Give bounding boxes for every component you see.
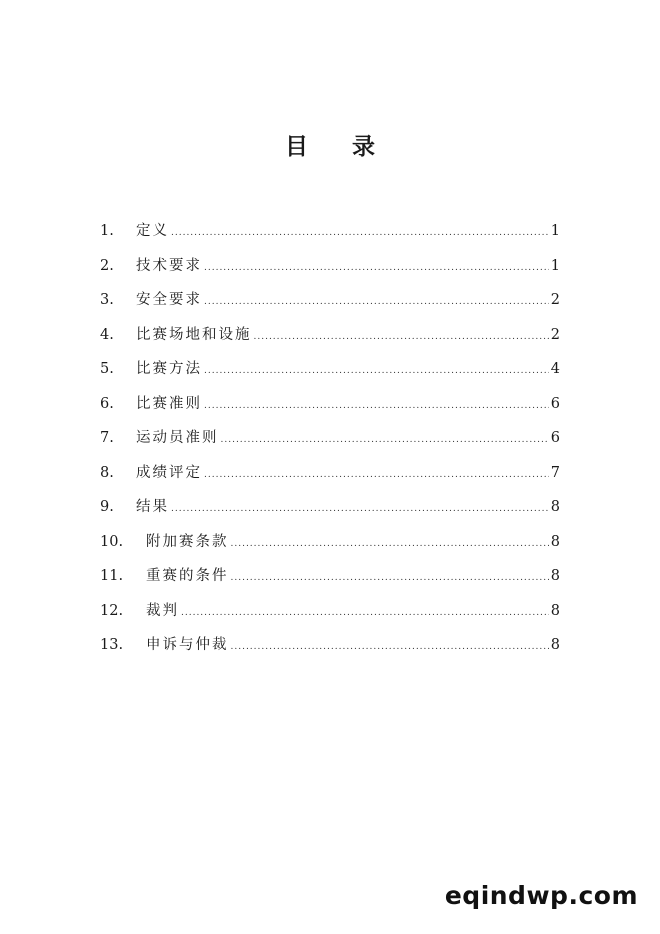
toc-entry-number: 9. — [100, 499, 114, 515]
toc-entry-label: 比赛方法 — [136, 361, 202, 377]
toc-entry-page: 4 — [550, 361, 560, 377]
toc-entry-number: 5. — [100, 361, 114, 377]
toc-entry[interactable] — [100, 283, 560, 318]
toc-entry-number: 3. — [100, 292, 114, 308]
toc-leader-dots — [204, 354, 549, 389]
toc-entry-page: 8 — [550, 637, 560, 653]
toc-entry[interactable] — [100, 594, 560, 629]
toc-leader-dots — [204, 389, 549, 424]
toc-entry-label: 比赛场地和设施 — [136, 326, 252, 343]
toc-entry[interactable] — [100, 525, 560, 560]
toc-entry[interactable] — [100, 490, 560, 525]
toc-leader-dots — [231, 630, 549, 665]
toc-entry[interactable] — [100, 249, 560, 284]
table-of-contents — [100, 214, 560, 663]
toc-entry-page: 8 — [550, 533, 560, 550]
toc-leader-dots — [204, 251, 549, 286]
toc-leader-dots — [204, 285, 549, 320]
toc-entry-label: 重赛的条件 — [146, 568, 229, 584]
toc-entry[interactable] — [100, 387, 560, 422]
toc-entry-number: 7. — [100, 430, 114, 446]
toc-entry-label: 安全要求 — [136, 292, 202, 308]
toc-entry-label: 结果 — [136, 499, 169, 515]
toc-entry-page: 1 — [550, 257, 560, 274]
toc-entry-page: 8 — [550, 568, 560, 584]
toc-entry-page: 2 — [550, 292, 560, 308]
toc-entry-page: 2 — [550, 326, 560, 343]
toc-leader-dots — [171, 492, 549, 527]
toc-entry-label: 技术要求 — [136, 257, 202, 274]
toc-leader-dots — [221, 423, 549, 458]
toc-entry-page: 1 — [550, 223, 560, 239]
toc-entry-number: 1. — [100, 223, 114, 239]
toc-leader-dots — [204, 458, 549, 493]
toc-entry-number: 8. — [100, 464, 114, 481]
toc-entry[interactable] — [100, 318, 560, 353]
toc-entry-number: 6. — [100, 395, 114, 412]
toc-entry-page: 8 — [550, 499, 560, 515]
toc-entry-label: 裁判 — [146, 602, 179, 619]
toc-entry[interactable] — [100, 214, 560, 249]
watermark: eqindwp.com — [444, 881, 638, 910]
toc-leader-dots — [171, 216, 549, 251]
toc-entry-label: 附加赛条款 — [146, 533, 229, 550]
toc-entry-label: 成绩评定 — [136, 464, 202, 481]
toc-entry-label: 申诉与仲裁 — [146, 637, 229, 653]
toc-entry-number: 4. — [100, 326, 114, 343]
toc-leader-dots — [181, 596, 549, 631]
toc-entry-page: 7 — [550, 464, 560, 481]
toc-entry-label: 运动员准则 — [136, 430, 219, 446]
toc-leader-dots — [254, 320, 549, 355]
toc-entry-number: 12. — [100, 602, 124, 619]
toc-entry-number: 2. — [100, 257, 114, 274]
toc-entry-label: 比赛准则 — [136, 395, 202, 412]
toc-entry-label: 定义 — [136, 223, 169, 239]
toc-entry[interactable] — [100, 421, 560, 456]
toc-entry[interactable] — [100, 352, 560, 387]
toc-leader-dots — [231, 561, 549, 596]
toc-entry-number: 10. — [100, 533, 124, 550]
toc-entry-page: 8 — [550, 602, 560, 619]
toc-entry[interactable] — [100, 456, 560, 491]
toc-entry[interactable] — [100, 559, 560, 594]
toc-entry-page: 6 — [550, 395, 560, 412]
toc-leader-dots — [231, 527, 549, 562]
toc-entry-number: 11. — [100, 568, 124, 584]
toc-entry-page: 6 — [550, 430, 560, 446]
page-title: 目 录 — [284, 134, 393, 160]
toc-entry[interactable] — [100, 628, 560, 663]
toc-entry-number: 13. — [100, 637, 124, 653]
